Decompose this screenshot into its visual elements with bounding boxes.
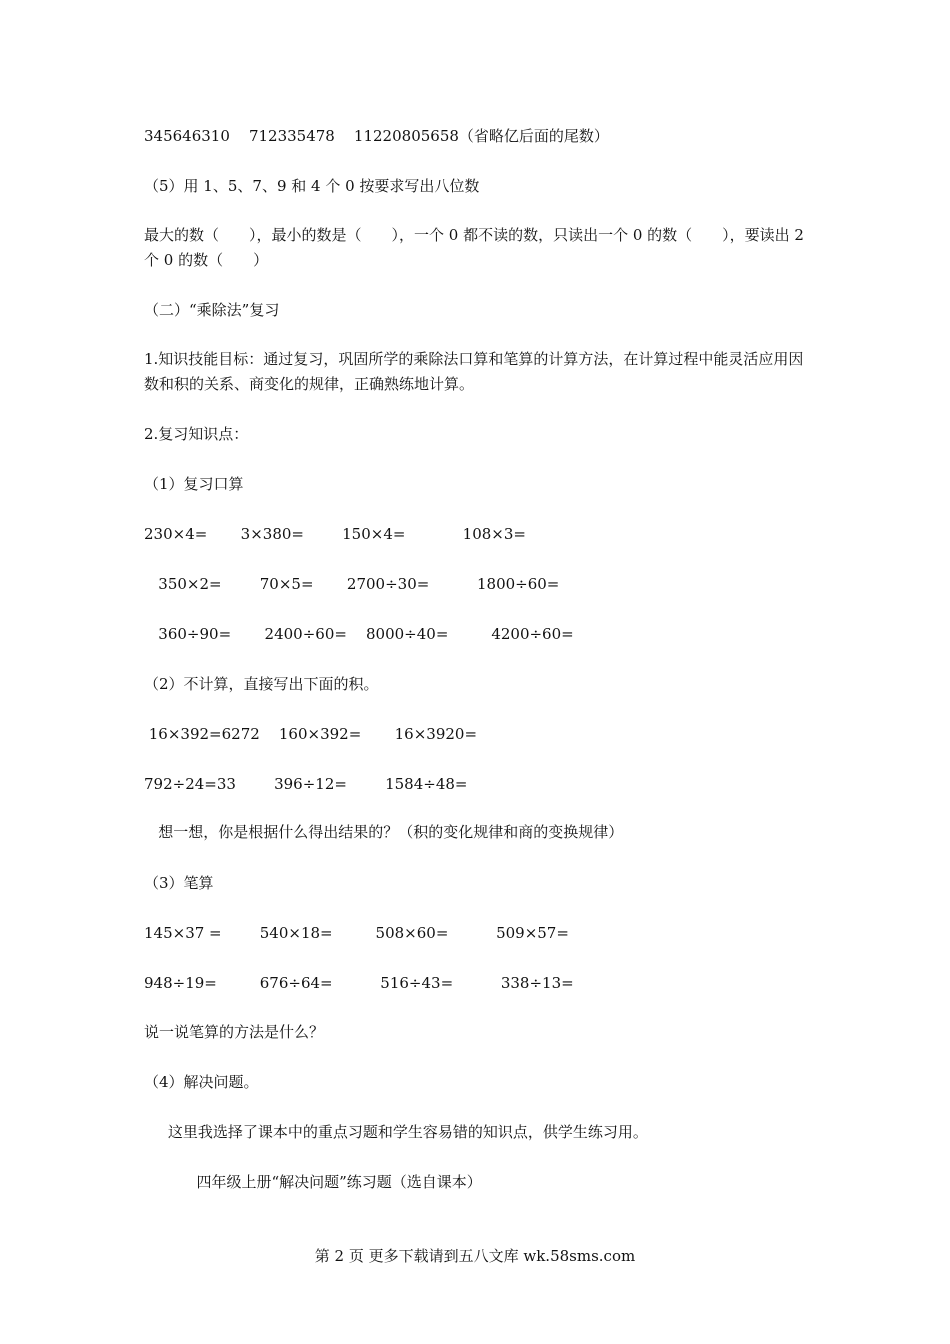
oral-calculation-row-3: 360÷90= 2400÷60= 8000÷40= 4200÷60= <box>144 625 574 643</box>
written-calculation-heading: （3）笔算 <box>144 874 214 892</box>
problem-solving-heading: （4）解决问题。 <box>144 1073 259 1091</box>
objective-paragraph: 1.知识技能目标：通过复习，巩固所学的乘除法口算和笔算的计算方法，在计算过程中能灵活应用因数和积的关系、商变化的规律，正确熟练地计算。 <box>144 350 804 393</box>
question-5-blanks: 最大的数（ ），最小的数是（ ），一个 0 都不读的数，只读出一个 0 的数（ ），要读出 2 个 0 的数（ ） <box>144 226 804 269</box>
written-calculation-row-2: 948÷19= 676÷64= 516÷43= 338÷13= <box>144 974 574 992</box>
number-list-line: 345646310 712335478 11220805658（省略亿后面的尾数） <box>144 127 609 145</box>
question-5-heading: （5）用 1、5、7、9 和 4 个 0 按要求写出八位数 <box>144 177 480 195</box>
section-heading-multiplication-division: （二）“乘除法”复习 <box>144 301 280 319</box>
oral-calculation-row-2: 350×2= 70×5= 2700÷30= 1800÷60= <box>144 575 560 593</box>
product-row-2: 792÷24=33 396÷12= 1584÷48= <box>144 775 468 793</box>
oral-calculation-heading: （1）复习口算 <box>144 475 244 493</box>
think-question: 想一想，你是根据什么得出结果的？（积的变化规律和商的变换规律） <box>144 823 624 841</box>
product-heading: （2）不计算，直接写出下面的积。 <box>144 675 379 693</box>
written-calculation-row-1: 145×37 = 540×18= 508×60= 509×57= <box>144 924 569 942</box>
page-footer: 第 2 页 更多下载请到五八文库 wk.58sms.com <box>314 1247 636 1265</box>
method-question: 说一说笔算的方法是什么？ <box>144 1023 325 1041</box>
oral-calculation-row-1: 230×4= 3×380= 150×4= 108×3= <box>144 525 526 543</box>
exercise-title: 四年级上册“解决问题”练习题（选自课本） <box>144 1173 482 1191</box>
problem-solving-note: 这里我选择了课本中的重点习题和学生容易错的知识点，供学生练习用。 <box>144 1123 648 1141</box>
product-row-1: 16×392=6272 160×392= 16×3920= <box>144 725 478 743</box>
review-points-heading: 2.复习知识点： <box>144 425 249 443</box>
